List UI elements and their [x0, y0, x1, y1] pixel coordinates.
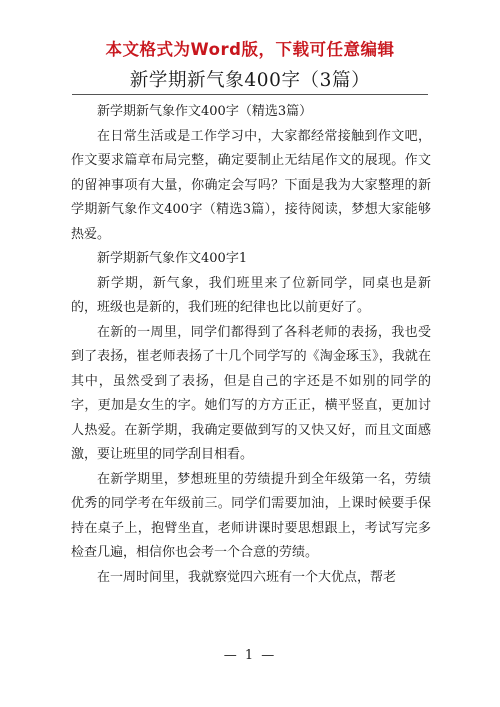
- subtitle-paragraph: 新学期新气象作文400字（精选3篇）: [97, 104, 313, 119]
- body-paragraph: 在新的一周里，同学们都得到了各科老师的表扬，我也受到了表扬，崔老师表扬了十几个同学写的《淘金琢玉》，我就在其中，虽然受到了表扬，但是自己的字还是不如别的同学的字，更加是女生的字。她们写的方方正正，横平竖直，更加讨人热爱。在新学期，我确定要做到写的又快又好，而且文面感激，要让班里的同学刮目相看。: [71, 324, 431, 462]
- intro-paragraph: 在日常生活或是工作学习中，大家都经常接触到作文吧，作文要求篇章布局完整，确定要制止无结尾作文的展现。作文的留神事项有大量，你确定会写吗？下面是我为大家整理的新学期新气象作文400字（精选3篇），接待阅读，梦想大家能够热爱。: [71, 128, 431, 242]
- title-divider: [72, 94, 428, 95]
- page-number: — 1 —: [223, 648, 277, 663]
- format-banner: 本文格式为Word版，下载可任意编辑: [105, 40, 395, 59]
- section-heading: 新学期新气象作文400字1: [97, 251, 248, 266]
- body-paragraph: 在新学期里，梦想班里的劳绩提升到全年级第一名，劳绩优秀的同学考在年级前三。同学们需要加油，上课时候要手保持在桌子上，抱臂坐直，老师讲课时要思想跟上，考试写完多检查几遍，相信你也会考一个合意的劳绩。: [71, 471, 431, 560]
- body-paragraph: 在一周时间里，我就察觉四六班有一个大优点，帮老: [97, 569, 397, 585]
- document-body: [71, 100, 431, 590]
- document-title: 新学期新气象400字（3篇）: [129, 70, 371, 91]
- body-paragraph: 新学期，新气象，我们班里来了位新同学，同桌也是新的，班级也是新的，我们班的纪律也比以前更好了。: [71, 275, 431, 315]
